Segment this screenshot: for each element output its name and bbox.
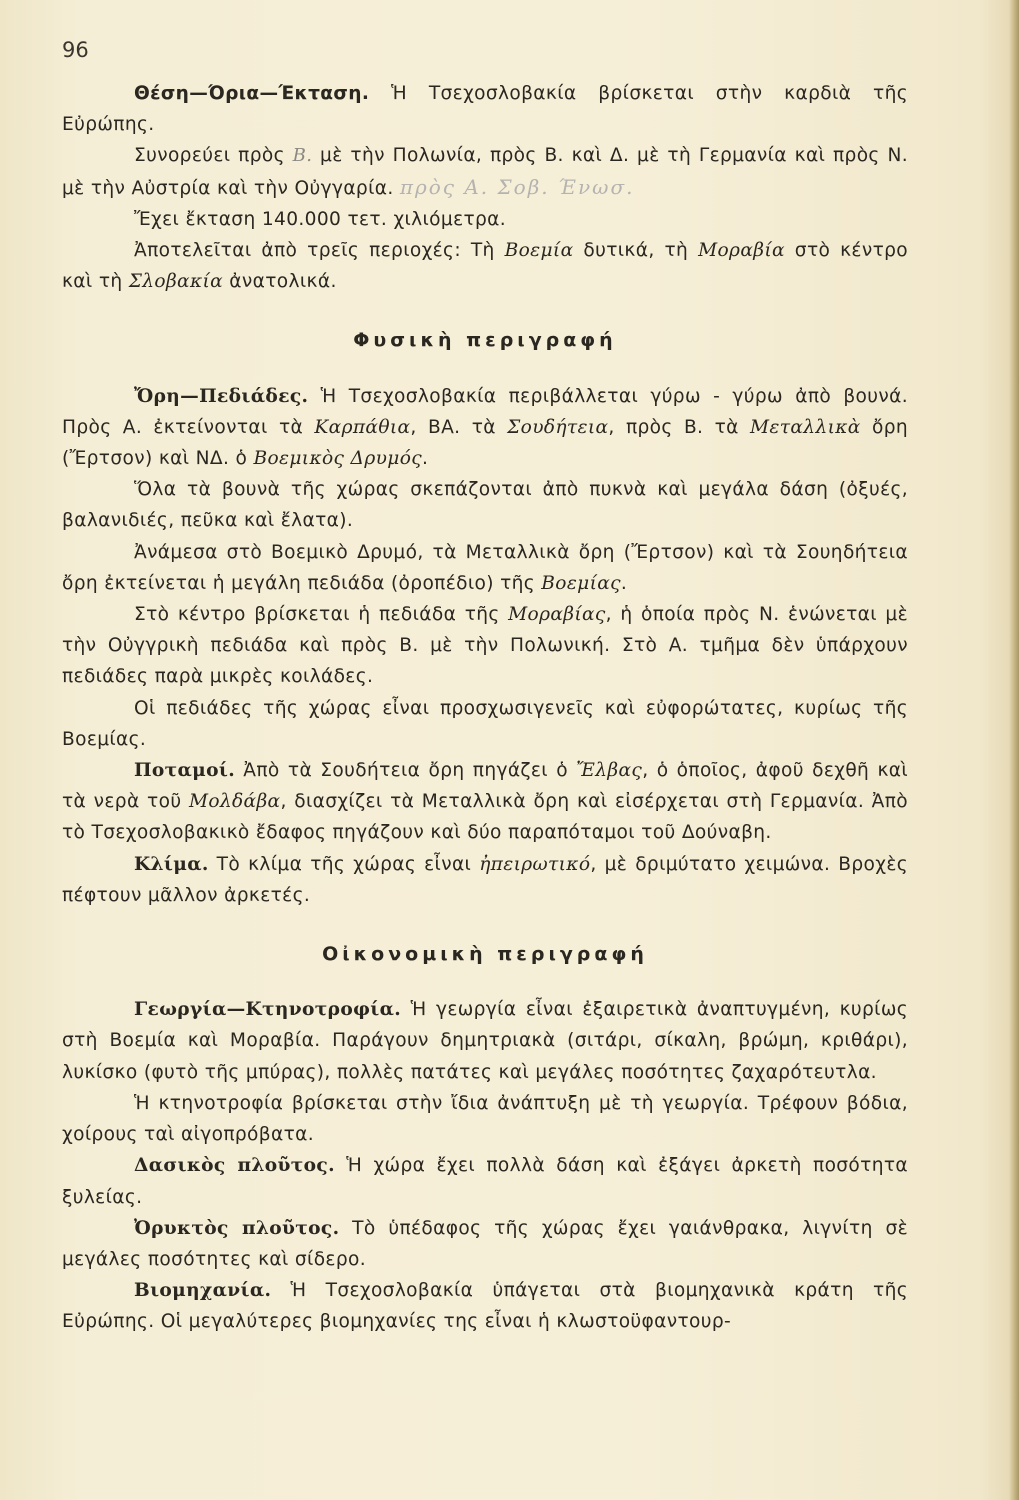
place-bohemian-forest: Βοεμικὸς Δρυμός xyxy=(253,448,423,470)
paragraph-text: μὲ τὴν Πολωνία, πρὸς Β. καὶ Δ. μὲ τὴ Γερμανία καὶ πρὸς Ν. μὲ τὴν Αὐστρία καὶ τὴν Οὐγγαρία. xyxy=(62,145,908,199)
region-slovakia: Σλοβακία xyxy=(128,271,224,293)
paragraph-area xyxy=(62,204,908,235)
subheading-mountains: Ὄρη—Πεδιάδες. xyxy=(134,385,309,407)
paragraph-text: Οἱ πεδιάδες τῆς χώρας εἶναι προσχωσιγενεῖς καὶ εὐφορώτατες, κυρίως τῆς Βοεμίας. xyxy=(62,697,908,750)
paragraph-text: , διασχίζει τὰ Μεταλλικὰ ὄρη καὶ εἰσέρχεται στὴ Γερμανία. Ἀπὸ τὸ Τσεχοσλοβακικὸ ἔδαφος πηγάζουν καὶ δύο παραπόταμοι τοῦ Δούναβη. xyxy=(62,791,908,844)
paragraph-text: δυτικά, τὴ xyxy=(573,240,699,262)
paragraph-text: Συνορεύει πρὸς xyxy=(134,145,293,167)
paragraph-moravian-plain xyxy=(62,599,908,693)
paragraph-text: στὸ κέντρο καὶ τὴ xyxy=(62,240,908,293)
paragraph-text: Ἡ Τσεχοσλοβακία βρίσκεται στὴν καρδιὰ τῆς Εὐρώπης. xyxy=(62,83,908,136)
place-ore-mountains: Μεταλλικὰ xyxy=(750,416,861,438)
subheading-climate: Κλίμα. xyxy=(134,853,209,875)
paragraph-text: . xyxy=(422,448,429,470)
subheading-location: Θέση—Όρια—Έκταση. xyxy=(134,83,370,104)
paragraph-rivers xyxy=(62,755,908,849)
subheading-industry: Βιομηχανία. xyxy=(134,1280,272,1302)
paragraph-text: Ἀπὸ τὰ Σουδήτεια ὄρη πηγάζει ὁ xyxy=(235,760,577,782)
paragraph-bohemian-plain xyxy=(62,537,908,599)
paragraph-text: Ἡ Τσεχοσλοβακία ὑπάγεται στὰ βιομηχανικὰ κράτη τῆς Εὐρώπης. Οἱ μεγαλύτερες βιομηχανίες της εἶναι ἡ κλωστοϋφαντουρ- xyxy=(62,1280,908,1333)
paragraph-text: Στὸ κέντρο βρίσκεται ἡ πεδιάδα τῆς xyxy=(134,604,509,626)
region-moravia: Μοραβία xyxy=(698,240,785,262)
paragraph-text: ἀνατολικά. xyxy=(223,271,337,293)
handwritten-note: πρὸς Α. Σοβ. Ένωσ. xyxy=(399,174,635,199)
page-edge xyxy=(1009,0,1019,1500)
paragraph-regions xyxy=(62,235,908,297)
paragraph-text: , πρὸς Β. τὰ xyxy=(608,416,751,438)
page-number: 96 xyxy=(62,38,89,62)
place-sudetes: Σουδήτεια xyxy=(507,416,609,438)
paragraph-agriculture xyxy=(62,994,908,1088)
subheading-agriculture: Γεωργία—Κτηνοτροφία. xyxy=(134,999,402,1021)
paragraph-text: . xyxy=(620,572,628,594)
term-continental: ἠπειρωτικό xyxy=(479,853,591,875)
paragraph-text: Ἡ γεωργία εἶναι ἐξαιρετικὰ ἀναπτυγμένη, κυρίως στὴ Βοεμία καὶ Μοραβία. Παράγουν δημητριακὰ (σιτάρι, σίκαλη, βρώμη, κριθάρι), λυκίσκο (φυτὸ τῆς μπύρας), πολλὲς πατάτες καὶ μεγάλες ποσότητες ζαχαρότευτλα. xyxy=(62,999,908,1083)
place-vltava: Μολδάβα xyxy=(188,791,281,813)
paragraph-mountains xyxy=(62,381,908,475)
paragraph-text: Ὅλα τὰ βουνὰ τῆς χώρας σκεπάζονται ἀπὸ πυκνὰ καὶ μεγάλα δάση (ὀξυές, βαλανιδιές, πεῦκα καὶ ἔλατα). xyxy=(62,479,908,532)
region-bohemia: Βοεμία xyxy=(504,240,574,262)
paragraph-forests xyxy=(62,474,908,536)
paragraph-forest-wealth xyxy=(62,1150,908,1212)
paragraph-text: , ἡ ὁποία πρὸς Ν. ἑνώνεται μὲ τὴν Οὐγγρικὴ πεδιάδα καὶ πρὸς Β. μὲ τὴν Πολωνική. Στὸ Α. τμῆμα δὲν ὑπάρχουν πεδιάδες παρὰ μικρὲς κοιλάδες. xyxy=(62,604,908,688)
paragraph-text: Τὸ ὑπέδαφος τῆς χώρας ἔχει γαιάνθρακα, λιγνίτη σὲ μεγάλες ποσότητες καὶ σίδερο. xyxy=(62,1217,908,1270)
paragraph-plains-fertile xyxy=(62,693,908,755)
paragraph-mineral-wealth xyxy=(62,1213,908,1275)
paragraph-text: , μὲ δριμύτατο χειμώνα. Βροχὲς πέφτουν μᾶλλον ἀρκετές. xyxy=(62,853,908,906)
paragraph-text: Ἡ χώρα ἔχει πολλὰ δάση καὶ ἐξάγει ἀρκετὴ ποσότητα ξυλείας. xyxy=(62,1155,908,1208)
paragraph-text: Ἡ Τσεχοσλοβακία περιβάλλεται γύρω - γύρω ἀπὸ βουνά. Πρὸς Α. ἐκτείνονται τὰ xyxy=(62,385,908,438)
paragraph-text: Ἔχει ἔκταση 140.000 τετ. χιλιόμετρα. xyxy=(134,208,507,230)
paragraph-text: Τὸ κλίμα τῆς χώρας εἶναι xyxy=(208,853,480,875)
subheading-mineral-wealth: Ὀρυκτὸς πλοῦτος. xyxy=(134,1217,340,1239)
place-moravia: Μοραβίας xyxy=(508,604,606,626)
place-elbe: Ἔλβας xyxy=(576,760,643,782)
subheading-forest-wealth: Δασικὸς πλοῦτος. xyxy=(134,1155,335,1177)
paragraph-industry xyxy=(62,1275,908,1337)
paragraph-text: Ἡ κτηνοτροφία βρίσκεται στὴν ἴδια ἀνάπτυξη μὲ τὴ γεωργία. Τρέφουν βόδια, χοίρους ταὶ αἰγοπρόβατα. xyxy=(62,1092,908,1146)
paragraph-text: Ἀποτελεῖται ἀπὸ τρεῖς περιοχές: Τὴ xyxy=(134,240,505,262)
section-heading-physical: Φυσικὴ περιγραφή xyxy=(353,329,617,352)
paragraph-climate xyxy=(62,849,908,911)
paragraph-text: ὄρη (Ἔρτσον) καὶ ΝΔ. ὁ xyxy=(62,416,908,470)
paragraph-text: , ὁ ὁποῖος, ἀφοῦ δεχθῆ καὶ τὰ νερὰ τοῦ xyxy=(62,760,908,813)
paragraph-text: Ἀνάμεσα στὸ Βοεμικὸ Δρυμό, τὰ Μεταλλικὰ ὄρη (Ἔρτσον) καὶ τὰ Σουηδήτεια ὄρη ἐκτείνεται ἡ μεγάλη πεδιάδα (ὀροπέδιο) τῆς xyxy=(62,541,908,594)
paragraph-text: , ΒΑ. τὰ xyxy=(410,416,508,438)
place-carpathians: Καρπάθια xyxy=(314,416,411,438)
section-heading-economic: Οἰκονομικὴ περιγραφή xyxy=(322,943,648,966)
handwritten-correction: Β. xyxy=(292,145,313,167)
page-text xyxy=(62,78,908,1338)
paragraph-livestock xyxy=(62,1088,908,1150)
subheading-rivers: Ποταμοί. xyxy=(134,760,236,782)
paragraph-borders xyxy=(62,140,908,203)
paragraph-location xyxy=(62,78,908,140)
place-bohemia: Βοεμίας xyxy=(541,572,621,594)
